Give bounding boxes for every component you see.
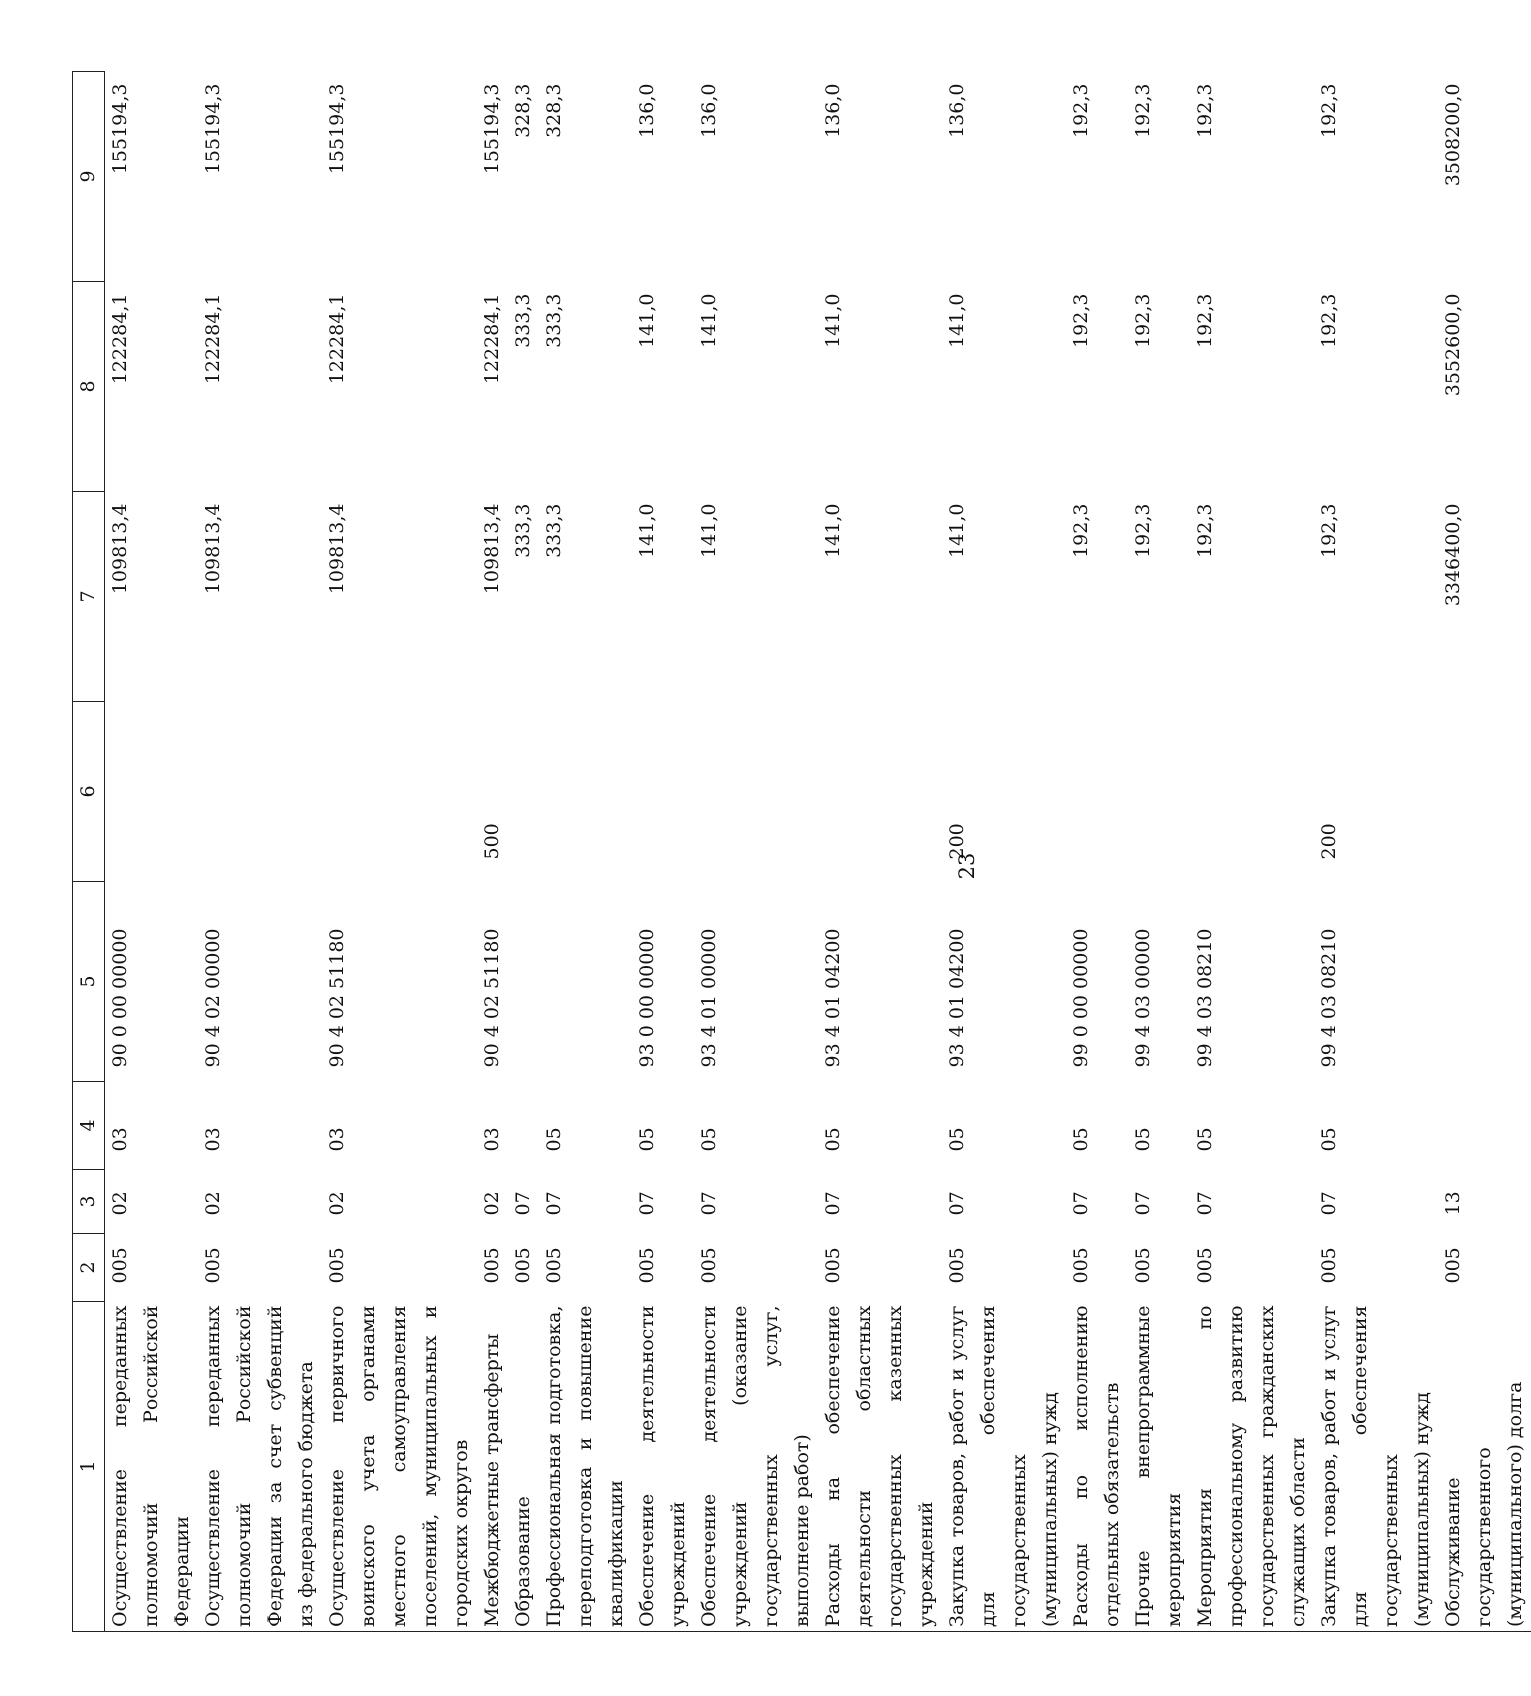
expense-type: 200: [1318, 823, 1340, 860]
row-name: Осуществление переданных полномочий Российской Федерации за счет субвенций из федерального бюджета: [198, 1302, 322, 1632]
row-name: Межбюджетные трансферты: [477, 1302, 508, 1632]
row-name: Прочие внепрограммные мероприятия: [1128, 1302, 1190, 1632]
code-ministry: 005: [543, 1247, 565, 1284]
row-name: Осуществление первичного воинского учета органами местного самоуправления поселений, муниципальных и городских округов: [322, 1302, 477, 1632]
table-header-row: [73, 72, 105, 1632]
table-row: [942, 72, 1066, 1632]
table-row: [818, 72, 942, 1632]
amount-col-8: 122284,1: [202, 293, 224, 385]
target-article: 90 4 02 51180: [326, 928, 348, 1068]
table-row: [1066, 72, 1128, 1632]
amount-col-9: 192,3: [1132, 83, 1154, 138]
column-header-6: 6: [73, 702, 105, 882]
expense-type: [1128, 702, 1190, 882]
table-row: [508, 72, 539, 1632]
amount-col-8: 122284,1: [109, 293, 131, 385]
amount-col-8: 192,3: [1132, 293, 1154, 348]
expense-type: [694, 702, 818, 882]
target-article: 99 4 03 08210: [1194, 928, 1216, 1068]
code-ministry: 005: [109, 1247, 131, 1284]
code-ministry: 005: [512, 1247, 534, 1284]
row-name: Обеспечение деятельности учреждений: [632, 1302, 694, 1632]
amount-col-7: 192,3: [1194, 503, 1216, 558]
amount-col-7: 141,0: [636, 503, 658, 558]
table-row: [1128, 72, 1190, 1632]
code-ministry: 005: [946, 1247, 968, 1284]
target-article: 93 4 01 04200: [822, 928, 844, 1068]
amount-col-7: 141,0: [822, 503, 844, 558]
column-header-2: 2: [73, 1234, 105, 1302]
expense-type: [539, 702, 632, 882]
row-name: Закупка товаров, работ и услуг для обеспечения государственных (муниципальных) нужд: [942, 1302, 1066, 1632]
code-subsection: 05: [543, 1127, 565, 1152]
column-header-5: 5: [73, 882, 105, 1082]
amount-col-9: 155194,3: [202, 83, 224, 175]
amount-col-7: 109813,4: [202, 503, 224, 595]
code-ministry: 005: [1318, 1247, 1340, 1284]
row-name: Обеспечение деятельности учреждений (оказание государственных услуг, выполнение работ): [694, 1302, 818, 1632]
code-subsection: 05: [636, 1127, 658, 1152]
expense-type: [632, 702, 694, 882]
amount-col-8: 141,0: [636, 293, 658, 348]
amount-col-7: 141,0: [946, 503, 968, 558]
amount-col-7: 192,3: [1070, 503, 1092, 558]
amount-col-8: 333,3: [512, 293, 534, 348]
amount-col-7: 109813,4: [481, 503, 503, 595]
column-header-9: 9: [73, 72, 105, 282]
amount-col-8: 192,3: [1194, 293, 1216, 348]
code-subsection: 05: [1132, 1127, 1154, 1152]
target-article: 99 4 03 08210: [1318, 928, 1340, 1068]
amount-col-9: 328,3: [512, 83, 534, 138]
column-header-1: 1: [73, 1302, 105, 1632]
row-name: Мероприятия по профессиональному развитию государственных гражданских служащих области: [1190, 1302, 1314, 1632]
code-section: 07: [1318, 1191, 1340, 1216]
rotated-page-content: [0, 72, 1526, 1632]
target-article: 93 0 00 00000: [636, 928, 658, 1068]
target-article: [508, 882, 539, 1082]
amount-col-9: 155194,3: [481, 83, 503, 175]
table-row: [322, 72, 477, 1632]
code-section: 02: [202, 1191, 224, 1216]
row-name: Профессиональная подготовка, переподготовка и повышение квалификации: [539, 1302, 632, 1632]
code-subsection: 05: [1070, 1127, 1092, 1152]
amount-col-7: 333,3: [543, 503, 565, 558]
table-row: [1314, 72, 1438, 1632]
amount-col-7: 192,3: [1318, 503, 1340, 558]
amount-col-9: 136,0: [822, 83, 844, 138]
code-section: 07: [698, 1191, 720, 1216]
table-row: [539, 72, 632, 1632]
amount-col-7: 141,0: [698, 503, 720, 558]
expense-type: [818, 702, 942, 882]
row-name: Закупка товаров, работ и услуг для обеспечения государственных (муниципальных) нужд: [1314, 1302, 1438, 1632]
code-subsection: 05: [822, 1127, 844, 1152]
table-row: [105, 72, 199, 1632]
code-ministry: 005: [1070, 1247, 1092, 1284]
expense-type: [105, 702, 199, 882]
code-subsection: 03: [481, 1127, 503, 1152]
target-article: 90 0 00 00000: [109, 928, 131, 1068]
row-name: Осуществление переданных полномочий Российской Федерации: [105, 1302, 199, 1632]
code-subsection: 05: [1318, 1127, 1340, 1152]
amount-col-7: 192,3: [1132, 503, 1154, 558]
table-row: [1438, 72, 1531, 1632]
row-name: Обслуживание государственного (муниципального) долга: [1438, 1302, 1531, 1632]
column-header-3: 3: [73, 1170, 105, 1234]
code-subsection: 03: [109, 1127, 131, 1152]
amount-col-8: 192,3: [1070, 293, 1092, 348]
amount-col-8: 122284,1: [326, 293, 348, 385]
expense-type: [322, 702, 477, 882]
expense-type: 200: [946, 823, 968, 860]
code-ministry: 005: [202, 1247, 224, 1284]
target-article: 93 4 01 04200: [946, 928, 968, 1068]
table-row: [198, 72, 322, 1632]
amount-col-7: 3346400,0: [1442, 503, 1464, 607]
target-article: 93 4 01 00000: [698, 928, 720, 1068]
code-section: 07: [512, 1191, 534, 1216]
code-ministry: 005: [1442, 1247, 1464, 1284]
amount-col-8: 3552600,0: [1442, 293, 1464, 397]
row-name: Расходы по исполнению отдельных обязательств: [1066, 1302, 1128, 1632]
code-section: 07: [946, 1191, 968, 1216]
expense-type: [1190, 702, 1314, 882]
code-section: 07: [822, 1191, 844, 1216]
code-ministry: 005: [1132, 1247, 1154, 1284]
target-article: 90 4 02 00000: [202, 928, 224, 1068]
code-ministry: 005: [822, 1247, 844, 1284]
amount-col-7: 109813,4: [326, 503, 348, 595]
code-ministry: 005: [1194, 1247, 1216, 1284]
code-section: 07: [1070, 1191, 1092, 1216]
code-section: 07: [543, 1191, 565, 1216]
expense-type: [198, 702, 322, 882]
column-header-8: 8: [73, 282, 105, 492]
table-row: [632, 72, 694, 1632]
code-subsection: 05: [946, 1127, 968, 1152]
amount-col-8: 141,0: [698, 293, 720, 348]
target-article: 99 4 03 00000: [1132, 928, 1154, 1068]
table-body: [105, 72, 1531, 1632]
amount-col-8: 141,0: [946, 293, 968, 348]
amount-col-9: 155194,3: [109, 83, 131, 175]
amount-col-9: 136,0: [946, 83, 968, 138]
target-article: [1438, 882, 1531, 1082]
amount-col-8: 333,3: [543, 293, 565, 348]
code-section: 02: [481, 1191, 503, 1216]
column-header-4: 4: [73, 1082, 105, 1170]
code-section: 02: [326, 1191, 348, 1216]
amount-col-9: 192,3: [1194, 83, 1216, 138]
target-article: [539, 882, 632, 1082]
code-section: 02: [109, 1191, 131, 1216]
code-subsection: [1438, 1082, 1531, 1170]
code-subsection: 05: [698, 1127, 720, 1152]
code-section: 07: [636, 1191, 658, 1216]
amount-col-8: 141,0: [822, 293, 844, 348]
code-ministry: 005: [326, 1247, 348, 1284]
amount-col-9: 155194,3: [326, 83, 348, 175]
column-header-7: 7: [73, 492, 105, 702]
table-row: [694, 72, 818, 1632]
page-number: 23: [955, 852, 979, 880]
code-subsection: 03: [326, 1127, 348, 1152]
code-section: 13: [1442, 1191, 1464, 1216]
code-section: 07: [1132, 1191, 1154, 1216]
code-ministry: 005: [481, 1247, 503, 1284]
code-section: 07: [1194, 1191, 1216, 1216]
amount-col-9: 136,0: [698, 83, 720, 138]
amount-col-8: 192,3: [1318, 293, 1340, 348]
amount-col-7: 333,3: [512, 503, 534, 558]
table-row: [477, 72, 508, 1632]
amount-col-9: 192,3: [1318, 83, 1340, 138]
row-name: Образование: [508, 1302, 539, 1632]
amount-col-9: 3508200,0: [1442, 83, 1464, 187]
budget-table: [72, 71, 1531, 1632]
target-article: 99 0 00 00000: [1070, 928, 1092, 1068]
code-ministry: 005: [698, 1247, 720, 1284]
expense-type: [508, 702, 539, 882]
expense-type: 500: [481, 823, 503, 860]
amount-col-8: 122284,1: [481, 293, 503, 385]
code-subsection: 05: [1194, 1127, 1216, 1152]
expense-type: [1438, 702, 1531, 882]
code-subsection: [508, 1082, 539, 1170]
table-row: [1190, 72, 1314, 1632]
amount-col-9: 192,3: [1070, 83, 1092, 138]
code-subsection: 03: [202, 1127, 224, 1152]
target-article: 90 4 02 51180: [481, 928, 503, 1068]
amount-col-7: 109813,4: [109, 503, 131, 595]
amount-col-9: 136,0: [636, 83, 658, 138]
amount-col-9: 328,3: [543, 83, 565, 138]
code-ministry: 005: [636, 1247, 658, 1284]
row-name: Расходы на обеспечение деятельности областных государственных казенных учреждений: [818, 1302, 942, 1632]
expense-type: [1066, 702, 1128, 882]
